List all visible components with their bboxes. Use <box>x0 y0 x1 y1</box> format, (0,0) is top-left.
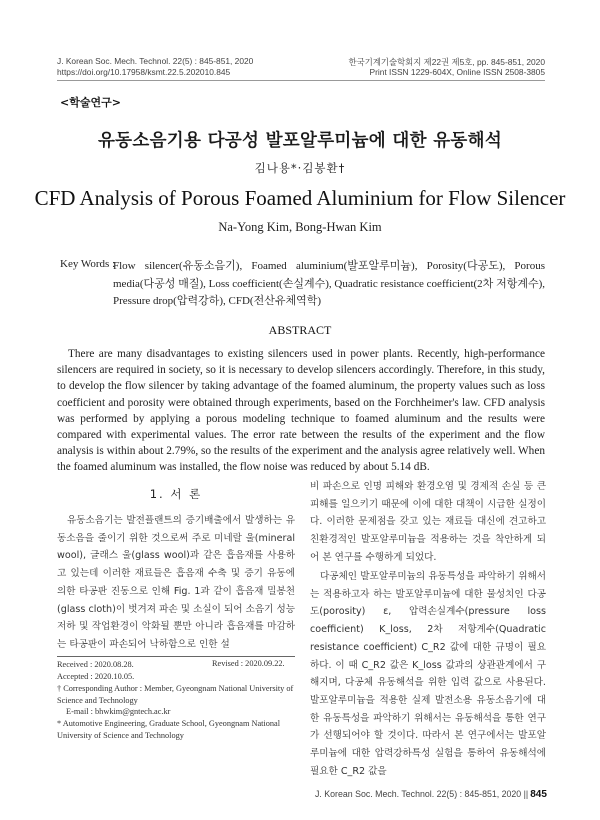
received-date: Received : 2020.08.28. <box>57 660 134 669</box>
authors-korean: 김나용*·김봉환† <box>254 161 346 175</box>
intro-paragraph-1: 유동소음기는 발전플랜트의 증기배출에서 발생하는 유동소음을 줄이기 위한 것으로써 주로 미네랄 울(mineral wool), 글래스 울(glass wool)과 같은 흡음재를 사용하고 있는데 이러한 재료들은 흡음재 수축 및 증기 유동에 의한 타공판 진동으로 인해 Fig. 1과 같이 흡음재 밀봉천(glass cloth)이 벗겨져 파손 및 소실이 되어 소음기 성능 저하 및 작업환경이 악화될 뿐만 아니라 흡음재를 마감하는 타공판이 파손되어 낙하함으로 인한 설 <box>57 515 295 650</box>
intro-paragraph-3: 다공체인 발포알루미늄의 유동특성을 파악하기 위해서는 적용하고자 하는 발포알루미늄에 대한 물성치인 다공도(porosity) ε, 압력손실계수(pressure loss coefficient) K_loss, 2차 저항계수(Quadratic resistance coefficient) C_R2 값에 대한 규명이 필요하다. 이 때 C_R2 값은 K_loss 값과의 상관관계에서 구해지며, 다공체 유동해석을 위한 입력 값으로 사용된다. 발포알루미늄을 적용한 실제 발전소용 유동소음기에 대한 유동특성을 파악하기 위해서는 유동해석을 통한 연구가 선행되어야 할 것이다. 따라서 본 연구에서는 발포알루미늄에 대한 압력강하특성 실험을 통하여 유동해석에 필요한 C_R2 값을 <box>310 571 546 777</box>
footnote-divider <box>57 656 295 657</box>
corresponding-author: † Corresponding Author : Member, Gyeongnam National University of Science and Technology <box>57 684 294 705</box>
page-footer <box>315 789 547 800</box>
page-number: 845 <box>530 789 547 800</box>
author-affiliation: * Automotive Engineering, Graduate School, Gyeongnam National University of Science and Technology <box>57 719 281 740</box>
intro-paragraph-2: 비 파손으로 인명 피해와 환경오염 및 경제적 손실 등 큰 피해를 일으키기 때문에 이에 대한 대책이 시급한 실정이다. 이러한 문제점을 갖고 있는 재료들 대신에 견고하고 친환경적인 발포알루미늄을 적용하는 것을 착안하게 되어 본 연구를 수행하게 되었다. <box>310 481 546 563</box>
accepted-date: Accepted : 2020.10.05. <box>57 672 135 681</box>
title-korean: 유동소음기용 다공성 발포알루미늄에 대한 유동해석 <box>97 131 503 151</box>
abstract-text: There are many disadvantages to existing silencers used in power plants. Recently, high-performance silencers are required in society, so it is necessary to develop silencers accordingly. Therefore, in this study, to develop the flow silencer by taking advantage of the foamed aluminum, the property values such as loss coefficient and porosity were obtained through experiments, based on the Forchheimer's law. CFD analysis was performed by applying a porous modeling technique to foamed aluminum and the results were compared with experimental values. The error rate between the results of the experiment and the flow analysis is within about 2.79%, so the results of the experiment and the analysis agree relatively well. When the foamed aluminum was installed, the flow noise was reduced by about 5.14 dB. <box>57 348 545 474</box>
article-type: <학술연구> <box>60 96 121 109</box>
footer-citation: J. Korean Soc. Mech. Technol. 22(5) : 845-851, 2020 || <box>315 789 529 799</box>
header-divider <box>57 80 545 81</box>
keywords-text: Flow silencer(유동소음기), Foamed aluminium(발포알루미늄), Porosity(다공도), Porous media(다공성 매질), Loss coefficient(손실계수), Quadratic resistance coefficient(2차 저항계수), Pressure drop(압력강하), CFD(전산유체역학) <box>113 260 545 307</box>
author-email: E-mail : bhwkim@gntech.ac.kr <box>66 707 171 716</box>
revised-date: Revised : 2020.09.22. <box>212 659 285 668</box>
section-heading-introduction: 1. 서 론 <box>149 487 203 501</box>
journal-citation: J. Korean Soc. Mech. Technol. 22(5) : 845-851, 2020 <box>57 56 254 66</box>
title-english: CFD Analysis of Porous Foamed Aluminium for Flow Silencer <box>34 186 566 210</box>
keywords-label: Key Words : <box>60 258 116 270</box>
issn-info: Print ISSN 1229-604X, Online ISSN 2508-3805 <box>369 67 545 77</box>
authors-english: Na-Yong Kim, Bong-Hwan Kim <box>218 220 382 234</box>
journal-citation-ko: 한국기계기술학회지 제22권 제5호, pp. 845-851, 2020 <box>348 57 545 67</box>
doi-link[interactable]: https://doi.org/10.17958/ksmt.22.5.202010.845 <box>57 67 231 77</box>
abstract-heading: ABSTRACT <box>268 323 332 337</box>
